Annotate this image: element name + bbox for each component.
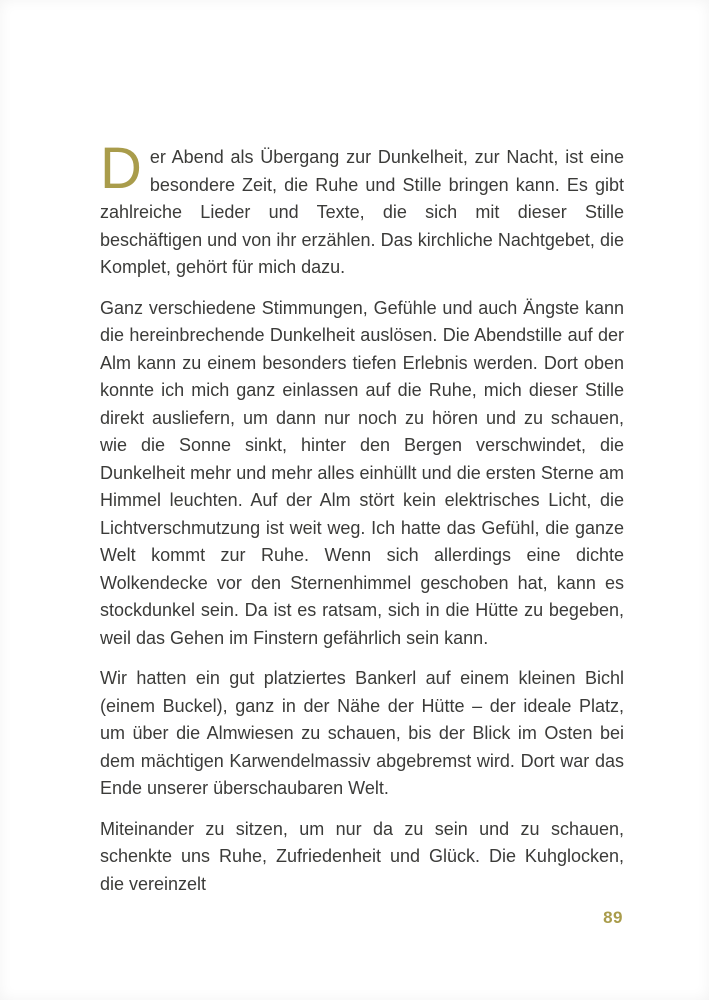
paragraph: Ganz verschiedene Stimmungen, Gefühle und auch Ängste kann die hereinbrechende Dunkelheit auslösen. Die Abendstille auf der Alm kann zu einem besonders tiefen Erlebnis werden. Dort oben konnte ich mich ganz einlassen auf die Ruhe, mich dieser Stille direkt ausliefern, um dann nur noch zu hören und zu schauen, wie die Sonne sinkt, hinter den Bergen verschwindet, die Dunkelheit mehr und mehr alles einhüllt und die ersten Sterne am Himmel leuchten. Auf der Alm stört kein elektrisches Licht, die Lichtverschmutzung ist weit weg. Ich hatte das Gefühl, die ganze Welt kommt zur Ruhe. Wenn sich allerdings eine dichte Wolkendecke vor den Sternenhimmel geschoben hat, kann es stockdunkel sein. Da ist es ratsam, sich in die Hütte zu begeben, weil das Gehen im Finstern gefährlich sein kann. xyxy=(100,297,624,648)
drop-cap: D xyxy=(100,136,142,201)
paragraph xyxy=(100,136,624,282)
paragraph: Wir hatten ein gut platziertes Bankerl auf einem kleinen Bichl (einem Buckel), ganz in der Nähe der Hütte – der ideale Platz, um über die Almwiesen zu schauen, bis der Blick im Osten bei dem mächtigen Karwendelmassiv abgebremst wird. Dort war das Ende unserer überschaubaren Welt. xyxy=(100,668,624,798)
text-block xyxy=(100,136,624,911)
page-number: 89 xyxy=(603,908,623,927)
paragraph: Miteinander zu sitzen, um nur da zu sein und zu schauen, schenkte uns Ruhe, Zufriedenheit und Glück. Die Kuhglocken, die vereinzelt xyxy=(100,818,624,894)
paragraph-text: er Abend als Übergang zur Dunkelheit, zur Nacht, ist eine besondere Zeit, die Ruhe und Stille bringen kann. Es gibt zahlreiche Lieder und Texte, die sich mit dieser Stille beschäftigen und von ihr erzählen. Das kirchliche Nachtgebet, die Komplet, gehört für mich dazu. xyxy=(100,147,624,277)
